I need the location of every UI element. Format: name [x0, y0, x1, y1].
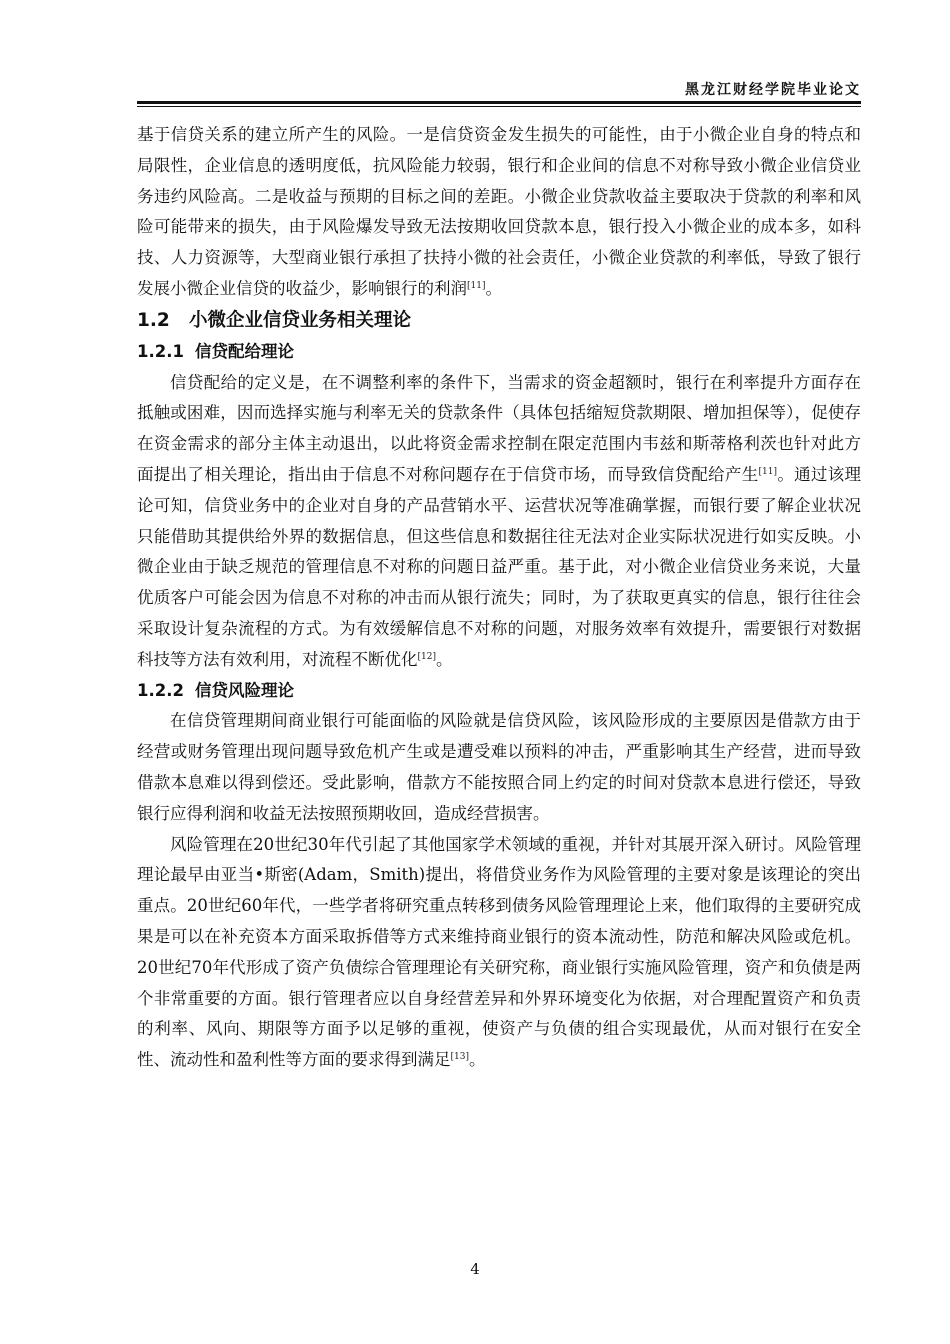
subsection-heading-1-2-2: [137, 676, 861, 707]
header-rule-thick: [137, 101, 861, 104]
section-number: 1.2: [137, 309, 170, 331]
paragraph-risk-management-history: 风险管理在20世纪30年代引起了其他国家学术领域的重视，并针对其展开深入研讨。风险管理理论最早由亚当•斯密(Adam，Smith)提出，将借贷业务作为风险管理的主要对象是该理论的突出重点。20世纪60年代，一些学者将研究重点转移到债务风险管理理论上来，他们取得的主要研究成果是可以在补充资本方面采取拆借等方式来维持商业银行的资本流动性，防范和解决风险或危机。20世纪70年代形成了资产负债综合管理理论有关研究称，商业银行实施风险管理，资产和负债是两个非常重要的方面。银行管理者应以自身经营差异和外界环境变化为依据，对合理配置资产和负责的利率、风向、期限等方面予以足够的重视，使资产与负债的组合实现最优，从而对银行在安全性、流动性和盈利性等方面的要求得到满足[13]。: [137, 834, 861, 1070]
section-title: 小微企业信贷业务相关理论: [189, 309, 412, 331]
citation: [11]: [758, 466, 778, 477]
citation: [12]: [417, 651, 436, 662]
paragraph-credit-rationing: 信贷配给的定义是，在不调整利率的条件下，当需求的资金超额时，银行在利率提升方面存在抵触或困难，因而选择实施与利率无关的贷款条件（具体包括缩短贷款期限、增加担保等），促使存在资金需求的部分主体主动退出，以此将资金需求控制在限定范围内韦兹和斯蒂格利茨也针对此方面提出了相关理论，指出由于信息不对称问题存在于信贷市场，而导致信贷配给产生[11]。通过该理论可知，信贷业务中的企业对自身的产品营销水平、运营状况等准确掌握，而银行要了解企业状况只能借助其提供给外界的数据信息，但这些信息和数据往往无法对企业实际状况进行如实反映。小微企业由于缺乏规范的管理信息不对称的问题日益严重。基于此，对小微企业信贷业务来说，大量优质客户可能会因为信息不对称的冲击而从银行流失；同时，为了获取更真实的信息，银行往往会采取设计复杂流程的方式。为有效缓解信息不对称的问题，对服务效率有效提升，需要银行对数据科技等方法有效利用，对流程不断优化[12]。: [137, 372, 862, 669]
subsection-number: 1.2.2: [137, 680, 184, 700]
paragraph-risk-intro: 基于信贷关系的建立所产生的风险。一是信贷资金发生损失的可能性，由于小微企业自身的特点和局限性，企业信息的透明度低，抗风险能力较弱，银行和企业间的信息不对称导致小微企业信贷业务违约风险高。二是收益与预期的目标之间的差距。小微企业贷款收益主要取决于贷款的利率和风险可能带来的损失，由于风险爆发导致无法按期收回贷款本息，银行投入小微企业的成本多，如科技、人力资源等，大型商业银行承担了扶持小微的社会责任，小微企业贷款的利率低，导致了银行发展小微企业信贷的收益少，影响银行的利润[11]。: [137, 125, 861, 298]
subsection-title: 信贷风险理论: [195, 680, 294, 700]
document-body: [137, 120, 861, 1076]
paragraph-credit-risk: 在信贷管理期间商业银行可能面临的风险就是信贷风险，该风险形成的主要原因是借款方由于经营或财务管理出现问题导致危机产生或是遭受难以预料的冲击，严重影响其生产经营，进而导致借款本息难以得到偿还。受此影响，借款方不能按照合同上约定的时间对贷款本息进行偿还，导致银行应得利润和收益无法按照预期收回，造成经营损害。: [137, 711, 861, 823]
section-heading-1-2: [137, 305, 861, 337]
subsection-heading-1-2-1: [137, 337, 861, 368]
page-number: 4: [470, 1260, 480, 1278]
subsection-title: 信贷配给理论: [195, 341, 294, 361]
header-rule-thin: [137, 106, 861, 107]
citation: [11]: [467, 280, 486, 291]
subsection-number: 1.2.1: [137, 341, 184, 361]
citation: [13]: [450, 1052, 469, 1063]
running-header: 黑龙江财经学院毕业论文: [685, 82, 861, 98]
